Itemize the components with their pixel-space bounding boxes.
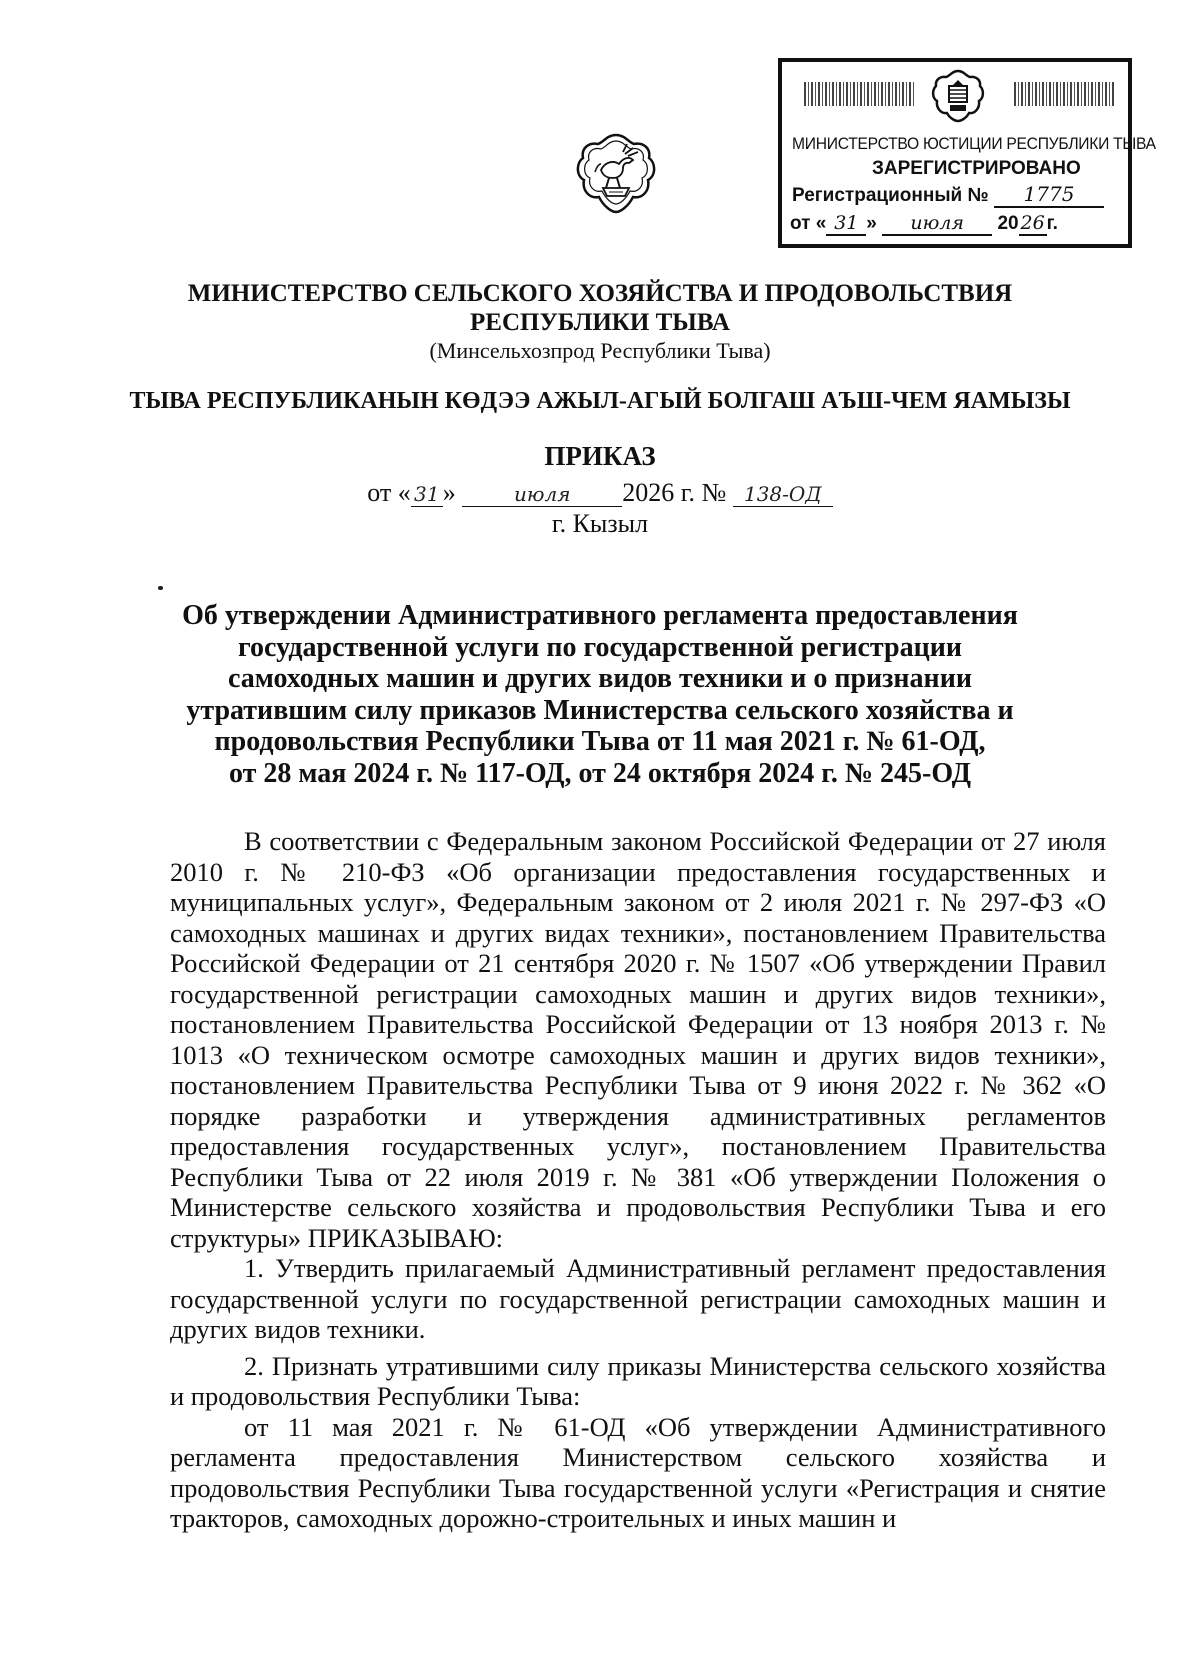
document-title-line: самоходных машин и других видов техники и о признании bbox=[228, 663, 972, 694]
order-date-month: июля bbox=[462, 482, 622, 507]
stamp-emblem-icon bbox=[930, 68, 986, 124]
document-title-line: продовольствия Республики Тыва от 11 мая 2021 г. № 61-ОД, bbox=[214, 726, 986, 757]
document-title-line: Об утверждении Административного регламента предоставления bbox=[182, 600, 1018, 631]
order-number: 138-ОД bbox=[733, 482, 833, 507]
tuva-emblem-icon bbox=[573, 132, 659, 218]
document-title-line: от 28 мая 2024 г. № 117-ОД, от 24 октября 2024 г. № 245-ОД bbox=[229, 757, 971, 789]
stamp-registration-number bbox=[792, 182, 1138, 208]
order-date-mid: » bbox=[442, 478, 456, 507]
stamp-date-year-suffix: 26 bbox=[1020, 212, 1045, 234]
order-date-prefix: от « bbox=[367, 478, 411, 507]
stamp-organization: МИНИСТЕРСТВО ЮСТИЦИИ РЕСПУБЛИКИ ТЫВА bbox=[792, 134, 1156, 153]
ministry-name-line1: МИНИСТЕРСТВО СЕЛЬСКОГО ХОЗЯЙСТВА И ПРОДОВОЛЬСТВИЯ bbox=[187, 280, 1013, 307]
body-paragraph-item2: 2. Признать утратившими силу приказы Министерства сельского хозяйства и продовольствия Республики Тыва: bbox=[170, 1350, 1106, 1411]
registration-stamp bbox=[778, 58, 1156, 248]
order-year-text: 2026 г. № bbox=[622, 478, 727, 507]
stamp-date bbox=[790, 212, 1136, 236]
stamp-date-day: 31 bbox=[826, 212, 866, 236]
document-title-line: утратившим силу приказов Министерства сельского хозяйства и bbox=[186, 694, 1014, 726]
stamp-date-prefix: от « bbox=[790, 213, 827, 234]
stamp-date-year-prefix: 20 bbox=[997, 213, 1019, 234]
order-city: г. Кызыл bbox=[551, 509, 649, 538]
order-title: ПРИКАЗ bbox=[544, 441, 656, 471]
stamp-date-mid: » bbox=[866, 213, 877, 234]
body-paragraph-item1: 1. Утвердить прилагаемый Административный регламент предоставления государственной услуги по государственной регистрации самоходных машин и других видов техники. bbox=[170, 1253, 1106, 1344]
ministry-name-line2: РЕСПУБЛИКИ ТЫВА bbox=[470, 309, 730, 336]
body-paragraph-repealed1: от 11 мая 2021 г. № 61-ОД «Об утверждении Административного регламента предоставления Министерством сельского хозяйства и продовольствия Республики Тыва государственной услуги «Регистрация и снятие тракторов, самоходных дорожно-строительных и иных машин и bbox=[170, 1411, 1106, 1533]
stamp-date-month: июля bbox=[882, 212, 992, 236]
body-paragraph-preamble: В соответствии с Федеральным законом Российской Федерации от 27 июля 2010 г. № 210-ФЗ «Об организации предоставления государственных и муниципальных услуг», Федеральным законом от 2 июля 2021 г. № 297-ФЗ «О самоходных машинах и других видах техники», постановлением Правительства Российской Федерации от 21 сентября 2020 г. № 1507 «Об утверждении Правил государственной регистрации самоходных машин и других видов техники», постановлением Правительства Российской Федерации от 13 ноября 2013 г. № 1013 «О техническом осмотре самоходных машин и других видов техники», постановлением Правительства Республики Тыва от 9 июня 2022 г. № 362 «О порядке разработки и утверждения административных регламентов предоставления государственных услуг», постановлением Правительства Республики Тыва от 22 июля 2019 г. № 381 «Об утверждении Положения о Министерстве сельского хозяйства и продовольствия Республики Тыва и его структуры» ПРИКАЗЫВАЮ: bbox=[170, 826, 1106, 1253]
document-title-line: государственной услуги по государственной регистрации bbox=[238, 631, 962, 663]
stamp-reg-number: 1775 bbox=[994, 182, 1104, 208]
document-body bbox=[170, 826, 1106, 1534]
order-date-day: 31 bbox=[411, 482, 443, 507]
order-date-number bbox=[0, 478, 1200, 508]
document-title bbox=[160, 600, 1040, 789]
stamp-date-end: г. bbox=[1046, 213, 1058, 234]
ministry-name-tuvan: ТЫВА РЕСПУБЛИКАНЫН КӨДЭЭ АЖЫЛ-АГЫЙ БОЛГАШ АЪШ-ЧЕМ ЯАМЫЗЫ bbox=[129, 388, 1071, 414]
ministry-short-name: (Минсельхозпрод Республики Тыва) bbox=[429, 338, 771, 363]
stamp-reg-label: Регистрационный № bbox=[792, 185, 989, 206]
stray-mark bbox=[158, 586, 163, 590]
stamp-status: ЗАРЕГИСТРИРОВАНО bbox=[872, 158, 1081, 179]
stamp-noise-left bbox=[804, 82, 914, 106]
stamp-noise-right bbox=[1014, 82, 1114, 106]
